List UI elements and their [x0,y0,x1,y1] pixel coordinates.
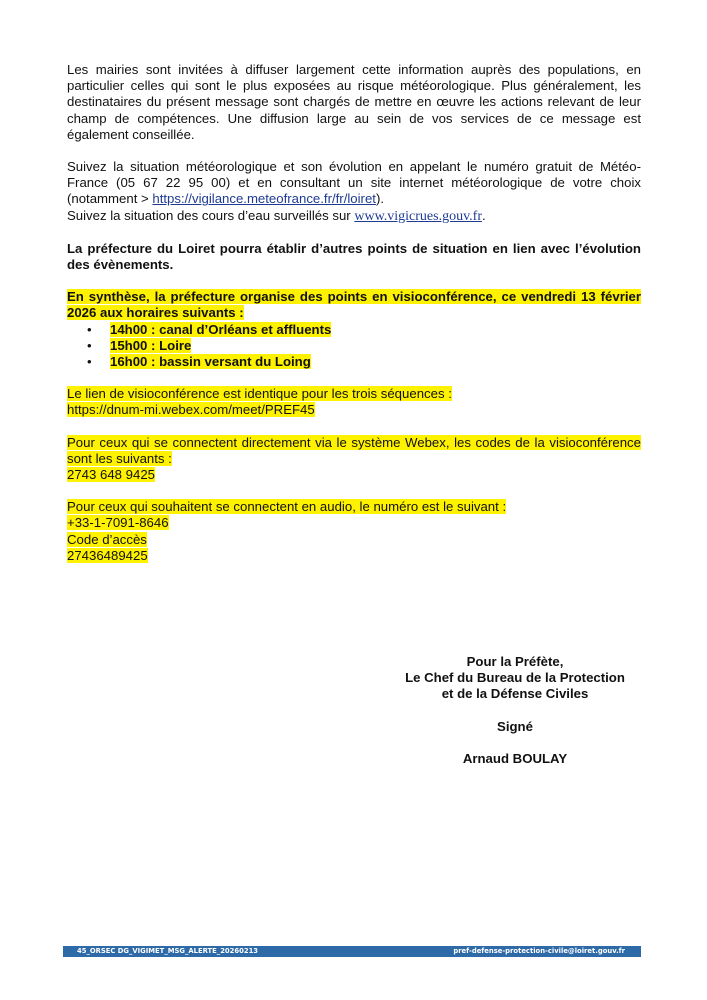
meteo-text-after: ). [375,191,385,207]
signature-name: Arnaud BOULAY [462,750,568,766]
webex-code: 2743 648 9425 [67,467,156,483]
schedule-list [67,322,641,371]
webex-intro-text: Pour ceux qui se connectent directement via le système Webex, les codes de la visioconférence sont les suivants : [67,434,641,466]
spacer [67,370,641,386]
spacer [67,483,641,499]
access-code: 27436489425 [67,547,148,563]
audio-number: +33-1-7091-8646 [67,515,169,531]
footer-reference: 45_ORSEC DG_VIGIMET_MSG_ALERTE_20260213 [77,947,259,955]
webex-intro [67,435,641,467]
paragraph-vigicrues [67,208,641,225]
vigicrues-link[interactable]: www.vigicrues.gouv.fr [354,208,482,224]
spacer [380,735,650,751]
vigicrues-after: . [482,207,486,223]
prefecture-note: La préfecture du Loiret pourra établir d’autres points de situation en lien avec l’évolution des évènements. [67,240,641,273]
document-body [67,62,641,564]
schedule-item-loing [67,354,641,370]
visio-link-intro-text: Le lien de visioconférence est identique pour les trois séquences : [67,386,452,402]
visio-link-line [67,402,641,418]
bullet-icon: • [87,321,92,337]
audio-intro-text: Pour ceux qui souhaitent se connectent en audio, le numéro est le suivant : [67,499,507,515]
footer-bar [63,946,641,957]
access-label: Code d’accès [67,531,147,547]
meteo-text: Suivez la situation météorologique et son évolution en appelant le numéro gratuit de Météo-France (05 67 22 95 00) et en consultant un site internet météorologique de votre choix (notamment > [67,159,641,207]
schedule-item-label: 16h00 : bassin versant du Loing [110,354,311,370]
signature-line-3: et de la Défense Civiles [441,686,589,702]
access-code-line [67,548,641,564]
webex-link[interactable]: https://dnum-mi.webex.com/meet/PREF45 [67,402,315,418]
spacer [67,273,641,289]
schedule-item-loire-canal [67,322,641,338]
schedule-item-label: 14h00 : canal d’Orléans et affluents [110,321,332,337]
paragraph-meteo [67,159,641,208]
webex-code-line [67,467,641,483]
spacer [67,225,641,241]
vigicrues-text: Suivez la situation des cours d’eau surveillés sur [67,207,355,223]
spacer [67,419,641,435]
synthese-intro [67,289,641,321]
synthese-intro-text: En synthèse, la préfecture organise des points en visioconférence, ce vendredi 13 février 2026 aux horaires suivants : [67,289,641,321]
visio-link-intro [67,386,641,402]
signature-block [380,654,650,767]
footer-email[interactable]: pref-defense-protection-civile@loiret.gouv.fr [453,947,625,955]
bullet-icon: • [87,354,92,370]
access-label-line [67,532,641,548]
signature-signed: Signé [497,718,533,734]
spacer [380,703,650,719]
audio-number-line [67,515,641,531]
vigilance-link[interactable]: https://vigilance.meteofrance.fr/fr/loiret [152,191,376,207]
audio-intro [67,499,641,515]
schedule-item-label: 15h00 : Loire [110,337,192,353]
signature-line-2: Le Chef du Bureau de la Protection [405,670,625,686]
bullet-icon: • [87,337,92,353]
paragraph-mairies: Les mairies sont invitées à diffuser largement cette information auprès des populations, en particulier celles qui sont le plus exposées au risque météorologique. Plus généralement, les destinataires du présent message sont chargés de mettre en œuvre les actions relevant de leur champ de compétences. Une diffusion large au sein de vos services de ce message est également conseillée. [67,62,641,142]
signature-line-1: Pour la Préfète, [466,654,564,669]
spacer [67,143,641,159]
schedule-item-loire [67,338,641,354]
